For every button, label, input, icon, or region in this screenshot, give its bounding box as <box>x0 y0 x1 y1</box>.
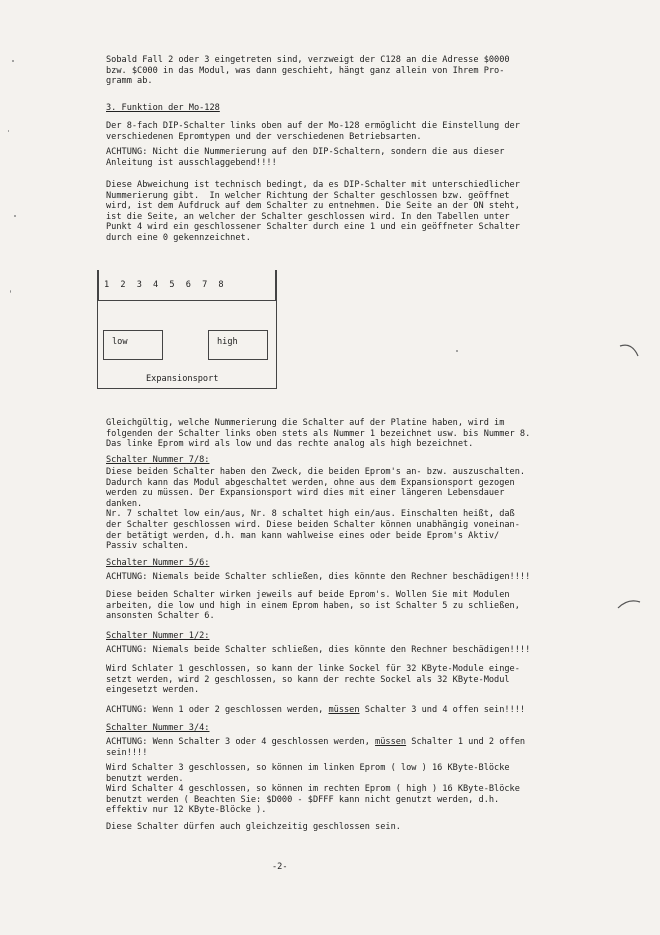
low-label: low <box>112 337 128 347</box>
scan-speck <box>14 215 16 217</box>
diagram-left-edge <box>98 270 99 300</box>
warning-text-end: Schalter 1 und 2 offen sein!!!! <box>106 737 526 758</box>
heading-switch-7-8: Schalter Nummer 7/8: <box>106 455 210 465</box>
expansion-port-label: Expansionsport <box>146 374 219 384</box>
paragraph-switch-1-2: Wird Schlater 1 geschlossen, so kann der linke Sockel für 32 KByte-Module einge- setzt werden, wird 2 geschlossen, so kann der rechte Sockel als 32 KByte-Modul eingesetzt werden. <box>106 664 520 696</box>
paragraph-numbering-warning: ACHTUNG: Nicht die Nummerierung auf den DIP-Schaltern, sondern die aus dieser Anleitung ist ausschlaggebend!!!! <box>106 147 505 168</box>
heading-switch-1-2: Schalter Nummer 1/2: <box>106 631 210 641</box>
warning-text-start: ACHTUNG: Wenn Schalter 3 oder 4 geschlossen werden, <box>106 737 376 747</box>
warning-emphasis-muessen: müssen <box>375 737 407 747</box>
scan-speck <box>10 290 11 293</box>
scan-speck <box>456 350 458 352</box>
paragraph-numbering-convention: Gleichgültig, welche Nummerierung die Schalter auf der Platine haben, wird im folgenden der Schalter links oben stets als Nummer 1 bezeichnet usw. bis Nummer 8. Das linke Eprom wird als low und das rechte analog als high bezeichnet. <box>106 418 531 450</box>
paragraph-deviation-explanation: Diese Abweichung ist technisch bedingt, da es DIP-Schalter mit unterschiedlicher Nummerierung gibt. In welcher Richtung der Schalter geschlossen bzw. geöffnet wird, ist dem Aufdruck auf dem Schalter zu entnehmen. Die Seite an der ON steht, ist die Seite, an welcher der Schalter geschlossen wird. In den Tabellen unter Punkt 4 wird ein geschlossener Schalter durch eine 1 und ein geöffneter Schalter durch eine 0 gekennzeichnet. <box>106 180 520 243</box>
warning-switch-1-2-must-open <box>106 705 576 716</box>
scan-speck <box>12 60 14 62</box>
switch-number-row: 1 2 3 4 5 6 7 8 <box>104 280 224 290</box>
dip-switch-diagram <box>97 270 277 389</box>
section-heading-function: 3. Funktion der Mo-128 <box>106 103 220 113</box>
scan-mark-curve <box>618 340 642 362</box>
diagram-right-edge <box>275 270 276 300</box>
diagram-divider-line <box>98 300 276 301</box>
warning-switch-3-4 <box>106 737 576 758</box>
low-eprom-socket <box>103 330 163 360</box>
high-eprom-socket <box>208 330 268 360</box>
warning-text-start: ACHTUNG: Wenn 1 oder 2 geschlossen werden, <box>106 705 329 715</box>
heading-switch-5-6: Schalter Nummer 5/6: <box>106 558 210 568</box>
warning-switch-1-2: ACHTUNG: Niemals beide Schalter schließen, dies könnte den Rechner beschädigen!!!! <box>106 645 531 655</box>
warning-text-end: Schalter 3 und 4 offen sein!!!! <box>359 705 526 715</box>
paragraph-address-branch: Sobald Fall 2 oder 3 eingetreten sind, verzweigt der C128 an die Adresse $0000 bzw. $C000 in das Modul, was dann geschieht, hängt ganz allein von Ihrem Pro- gramm ab. <box>106 55 510 87</box>
paragraph-switch-3-4: Wird Schalter 3 geschlossen, so können im linken Eprom ( low ) 16 KByte-Blöcke benutzt werden. Wird Schalter 4 geschlossen, so können im rechten Eprom ( high ) 16 KByte-Blöcke benutzt werden ( Beachten Sie: $D000 - $DFFF kann nicht genutzt werden, d.h. effektiv nur 12 KByte-Blöcke ). <box>106 763 520 816</box>
paragraph-switch-7-8: Diese beiden Schalter haben den Zweck, die beiden Eprom's an- bzw. auszuschalten. Dadurch kann das Modul abgeschaltet werden, ohne aus dem Expansionsport gezogen werden zu müssen. Der Expansionsport wird dies mit einer längeren Lebensdauer danken. Nr. 7 schaltet low ein/aus, Nr. 8 schaltet high ein/aus. Einschalten heißt, daß der Schalter geschlossen wird. Diese beiden Schalter können unabhängig voneinan- der betätigt werden, d.h. man kann wahlweise eines oder beide Eprom's Aktiv/ Passiv schalten. <box>106 467 526 552</box>
page-number: -2- <box>272 862 288 872</box>
high-label: high <box>217 337 238 347</box>
scan-mark-curve <box>616 596 642 612</box>
paragraph-simultaneous-close: Diese Schalter dürfen auch gleichzeitig geschlossen sein. <box>106 822 401 832</box>
warning-emphasis-muessen: müssen <box>328 705 360 715</box>
heading-switch-3-4: Schalter Nummer 3/4: <box>106 723 210 733</box>
scan-speck <box>8 130 9 132</box>
warning-switch-5-6: ACHTUNG: Niemals beide Schalter schließen, dies könnte den Rechner beschädigen!!!! <box>106 572 531 582</box>
paragraph-switch-5-6: Diese beiden Schalter wirken jeweils auf beide Eprom's. Wollen Sie mit Modulen arbeiten, die low und high in einem Eprom haben, so ist Schalter 5 zu schließen, ansonsten Schalter 6. <box>106 590 520 622</box>
paragraph-dip-switch-intro: Der 8-fach DIP-Schalter links oben auf der Mo-128 ermöglicht die Einstellung der verschiedenen Epromtypen und der verschiedenen Betriebsarten. <box>106 121 520 142</box>
